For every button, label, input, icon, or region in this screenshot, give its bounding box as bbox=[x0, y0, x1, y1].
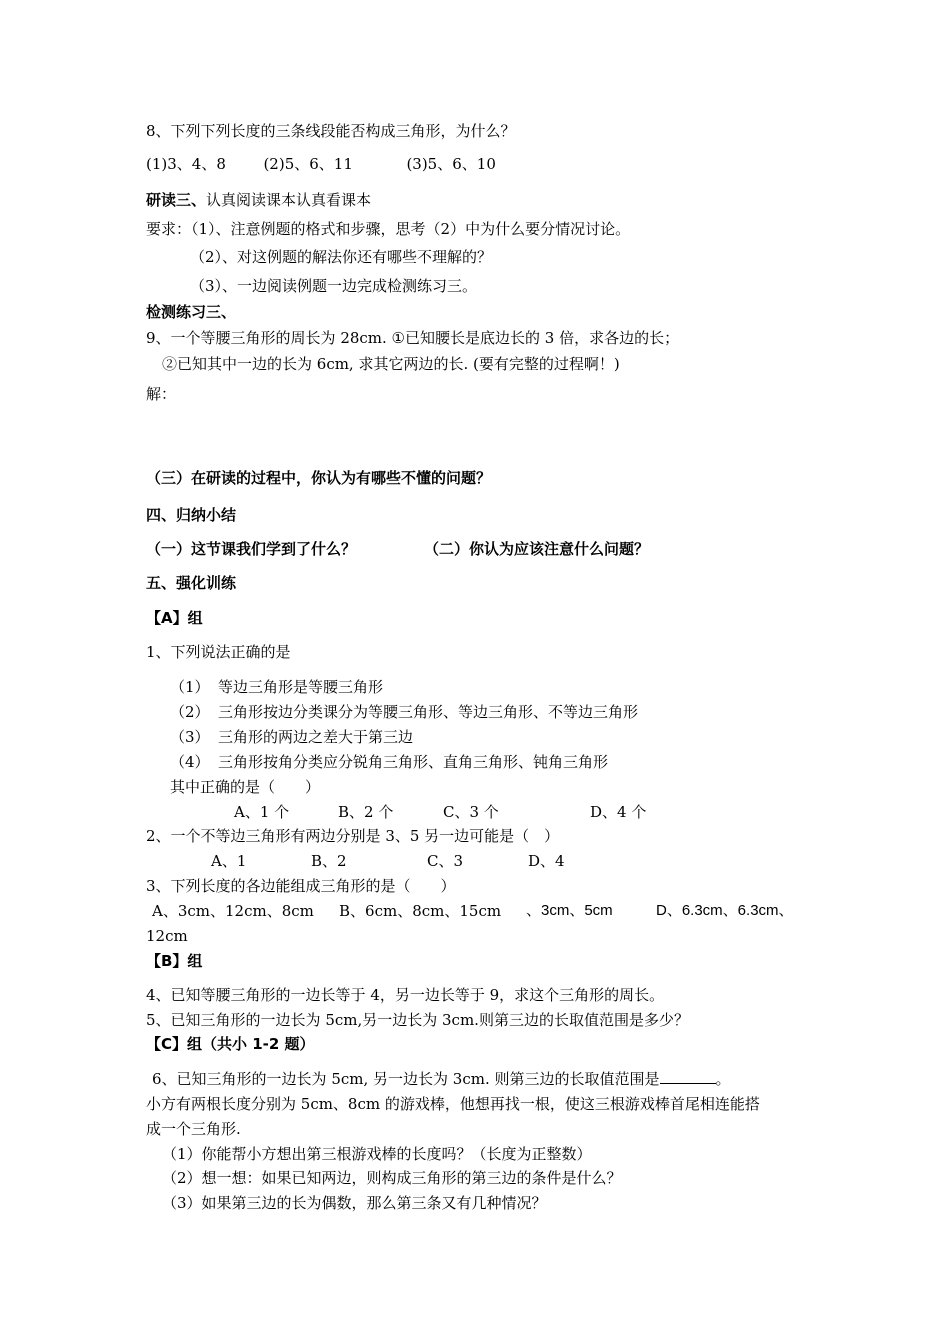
study3-heading-text: 认真阅读课本认真看课本 bbox=[206, 191, 372, 209]
q6-sub-3: （3）如果第三边的长为偶数，那么第三条又有几种情况？ bbox=[162, 1194, 547, 1212]
q8-options bbox=[146, 154, 496, 174]
section5-title: 五、强化训练 bbox=[146, 574, 237, 592]
q6-line-3: 成一个三角形. bbox=[146, 1120, 241, 1138]
q1-item-2 bbox=[170, 702, 638, 722]
q2-choice-d: D、4 bbox=[528, 852, 565, 870]
group-a-label: 【A】组 bbox=[146, 609, 203, 627]
q1-stem: 1、下列说法正确的是 bbox=[146, 643, 291, 661]
study3-requirement-3: （3）、一边阅读例题一边完成检测练习三。 bbox=[190, 277, 478, 295]
q1-choice-b: B、2 个 bbox=[338, 803, 394, 821]
q1-item-3 bbox=[170, 727, 413, 747]
study3-heading bbox=[146, 190, 371, 210]
q1-item-1-number: （1） bbox=[170, 678, 210, 696]
q8-option-1: (1)3、4、8 bbox=[146, 155, 226, 173]
q8-option-2: (2)5、6、11 bbox=[263, 155, 353, 173]
q8-title: 8、下列下列长度的三条线段能否构成三角形，为什么？ bbox=[146, 122, 516, 140]
q3-stem: 3、下列长度的各边能组成三角形的是（ ） bbox=[146, 877, 456, 895]
q1-choice-a: A、1 个 bbox=[234, 803, 290, 821]
q6-line-2: 小方有两根长度分别为 5cm、8cm 的游戏棒，他想再找一根，使这三根游戏棒首尾相连能搭 bbox=[146, 1095, 760, 1113]
q2-stem: 2、一个不等边三角形有两边分别是 3、5 另一边可能是（ ） bbox=[146, 827, 560, 845]
study3-heading-bold: 研读三、 bbox=[146, 191, 207, 209]
q9-line-2: ②已知其中一边的长为 6cm, 求其它两边的长. (要有完整的过程啊！) bbox=[162, 355, 620, 373]
section4-question-2: （二）你认为应该注意什么问题？ bbox=[424, 540, 650, 558]
q1-correct-prompt: 其中正确的是（ ） bbox=[170, 778, 321, 796]
check3-heading: 检测练习三、 bbox=[146, 303, 237, 321]
section4-title: 四、归纳小结 bbox=[146, 506, 237, 524]
q6-line-1-end: 。 bbox=[715, 1070, 731, 1088]
q1-item-2-text: 三角形按边分类课分为等腰三角形、等边三角形、不等边三角形 bbox=[218, 703, 639, 721]
q2-choice-b: B、2 bbox=[311, 852, 347, 870]
q3-choice-c: 、3cm、5cm bbox=[526, 902, 613, 919]
section4-question-1: （一）这节课我们学到了什么？ bbox=[146, 540, 357, 558]
q1-choice-d: D、4 个 bbox=[590, 803, 647, 821]
q2-choice-a: A、1 bbox=[211, 852, 247, 870]
q1-item-2-number: （2） bbox=[170, 703, 210, 721]
q1-item-4 bbox=[170, 752, 608, 772]
q1-item-4-number: （4） bbox=[170, 753, 210, 771]
section3-question: （三）在研读的过程中，你认为有哪些不懂的问题？ bbox=[146, 469, 492, 487]
group-b-label: 【B】组 bbox=[146, 952, 203, 970]
q2-choice-c: C、3 bbox=[427, 852, 464, 870]
q5-text: 5、已知三角形的一边长为 5cm,另一边长为 3cm.则第三边的长取值范围是多少？ bbox=[146, 1011, 689, 1029]
q6-line-1-text: 6、已知三角形的一边长为 5cm, 另一边长为 3cm. 则第三边的长取值范围是 bbox=[152, 1070, 660, 1088]
q3-choice-b: B、6cm、8cm、15cm bbox=[339, 902, 502, 920]
q1-item-3-number: （3） bbox=[170, 728, 210, 746]
q6-line-1 bbox=[152, 1069, 731, 1089]
q1-item-3-text: 三角形的两边之差大于第三边 bbox=[218, 728, 414, 746]
study3-requirement-2: （2）、对这例题的解法你还有哪些不理解的？ bbox=[190, 248, 493, 266]
q3-choice-d-continued: 12cm bbox=[146, 927, 188, 945]
q6-answer-blank bbox=[660, 1069, 716, 1084]
q9-line-1: 9、一个等腰三角形的周长为 28cm. ①已知腰长是底边长的 3 倍，求各边的长； bbox=[146, 329, 680, 347]
q1-item-1-text: 等边三角形是等腰三角形 bbox=[218, 678, 384, 696]
q8-option-3: (3)5、6、10 bbox=[406, 155, 496, 173]
q6-sub-2: （2）想一想：如果已知两边，则构成三角形的第三边的条件是什么？ bbox=[162, 1169, 622, 1187]
q1-item-1 bbox=[170, 677, 383, 697]
study3-requirement-1: 要求：（1）、注意例题的格式和步骤，思考（2）中为什么要分情况讨论。 bbox=[146, 220, 631, 238]
q4-text: 4、已知等腰三角形的一边长等于 4，另一边长等于 9，求这个三角形的周长。 bbox=[146, 986, 665, 1004]
q9-answer-label: 解： bbox=[146, 385, 177, 403]
q3-choice-a: A、3cm、12cm、8cm bbox=[152, 902, 314, 920]
q1-item-4-text: 三角形按角分类应分锐角三角形、直角三角形、钝角三角形 bbox=[218, 753, 609, 771]
group-c-label: 【C】组（共小 1-2 题） bbox=[146, 1035, 315, 1053]
q1-choice-c: C、3 个 bbox=[443, 803, 499, 821]
q6-sub-1: （1）你能帮小方想出第三根游戏棒的长度吗？（长度为正整数） bbox=[162, 1145, 592, 1163]
q3-choice-d: D、6.3cm、6.3cm、 bbox=[656, 902, 794, 919]
